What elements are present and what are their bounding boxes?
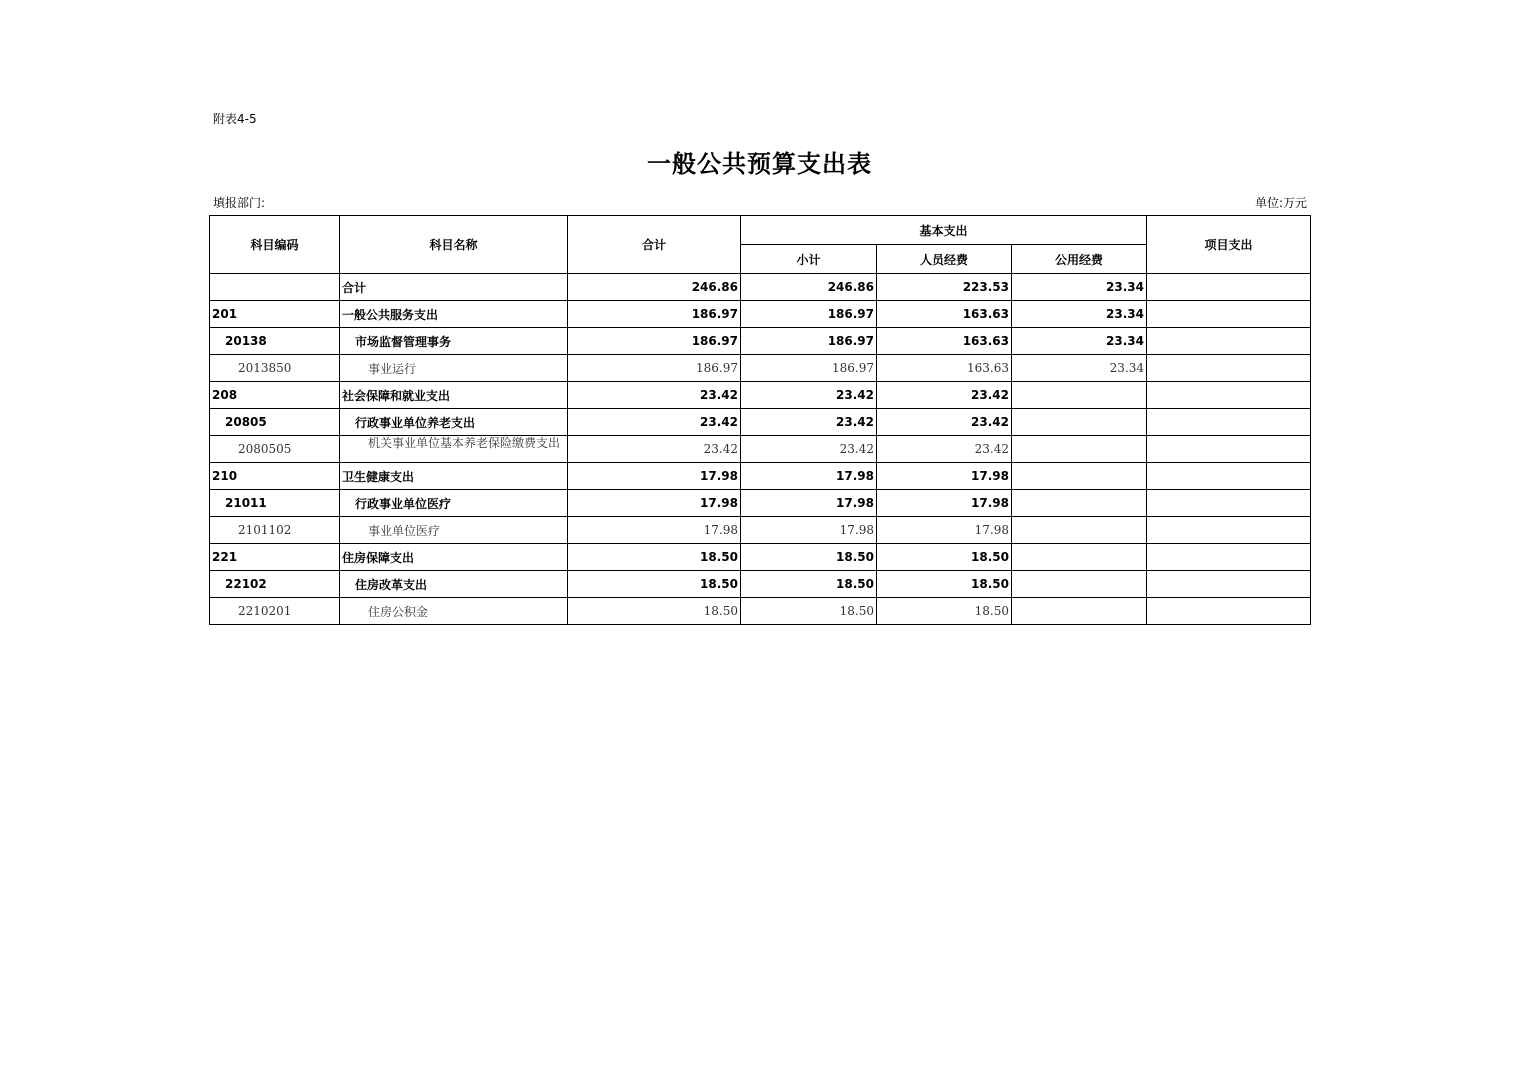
cell-name: 行政事业单位养老支出 <box>340 409 568 436</box>
cell-subtotal: 246.86 <box>741 274 877 301</box>
cell-total: 23.42 <box>568 436 741 463</box>
cell-subtotal: 18.50 <box>741 598 877 625</box>
table-row <box>210 382 1311 409</box>
cell-total: 18.50 <box>568 598 741 625</box>
table-row <box>210 598 1311 625</box>
cell-code: 21011 <box>210 490 340 517</box>
cell-total: 246.86 <box>568 274 741 301</box>
table-row <box>210 544 1311 571</box>
cell-subtotal: 18.50 <box>741 571 877 598</box>
cell-code: 221 <box>210 544 340 571</box>
cell-code: 2013850 <box>210 355 340 382</box>
cell-total: 17.98 <box>568 517 741 544</box>
cell-project <box>1147 517 1311 544</box>
table-row <box>210 409 1311 436</box>
cell-project <box>1147 382 1311 409</box>
table-row <box>210 463 1311 490</box>
cell-public <box>1012 436 1147 463</box>
cell-code: 208 <box>210 382 340 409</box>
table-row <box>210 355 1311 382</box>
cell-total: 23.42 <box>568 409 741 436</box>
cell-public <box>1012 517 1147 544</box>
cell-personnel: 163.63 <box>877 301 1012 328</box>
cell-code: 2101102 <box>210 517 340 544</box>
column-header-personnel: 人员经费 <box>877 245 1012 274</box>
attachment-number: 附表4-5 <box>213 112 257 126</box>
cell-personnel: 163.63 <box>877 328 1012 355</box>
cell-total: 18.50 <box>568 571 741 598</box>
column-header-subtotal: 小计 <box>741 245 877 274</box>
cell-project <box>1147 355 1311 382</box>
cell-name: 市场监督管理事务 <box>340 328 568 355</box>
table-row <box>210 301 1311 328</box>
cell-name: 住房公积金 <box>340 598 568 625</box>
cell-personnel: 18.50 <box>877 598 1012 625</box>
cell-public: 23.34 <box>1012 274 1147 301</box>
cell-name: 机关事业单位基本养老保险缴费支出 <box>340 436 568 463</box>
cell-total: 18.50 <box>568 544 741 571</box>
cell-code: 20805 <box>210 409 340 436</box>
table-row <box>210 571 1311 598</box>
cell-name: 一般公共服务支出 <box>340 301 568 328</box>
cell-subtotal: 23.42 <box>741 382 877 409</box>
cell-personnel: 17.98 <box>877 490 1012 517</box>
cell-code: 2210201 <box>210 598 340 625</box>
cell-project <box>1147 301 1311 328</box>
cell-subtotal: 23.42 <box>741 409 877 436</box>
cell-name: 住房保障支出 <box>340 544 568 571</box>
cell-subtotal: 186.97 <box>741 355 877 382</box>
cell-total: 186.97 <box>568 355 741 382</box>
cell-public <box>1012 490 1147 517</box>
cell-personnel: 17.98 <box>877 463 1012 490</box>
cell-personnel: 18.50 <box>877 544 1012 571</box>
cell-public: 23.34 <box>1012 301 1147 328</box>
cell-name: 事业单位医疗 <box>340 517 568 544</box>
cell-code: 22102 <box>210 571 340 598</box>
cell-personnel: 18.50 <box>877 571 1012 598</box>
cell-subtotal: 186.97 <box>741 328 877 355</box>
cell-project <box>1147 436 1311 463</box>
column-header-total: 合计 <box>568 216 741 274</box>
cell-name: 事业运行 <box>340 355 568 382</box>
unit-label: 单位:万元 <box>1254 196 1307 210</box>
table-row <box>210 328 1311 355</box>
cell-total: 186.97 <box>568 301 741 328</box>
cell-project <box>1147 328 1311 355</box>
cell-public <box>1012 571 1147 598</box>
cell-name: 合计 <box>340 274 568 301</box>
cell-public <box>1012 463 1147 490</box>
cell-total: 23.42 <box>568 382 741 409</box>
cell-subtotal: 17.98 <box>741 517 877 544</box>
cell-project <box>1147 274 1311 301</box>
column-header-public: 公用经费 <box>1012 245 1147 274</box>
cell-total: 186.97 <box>568 328 741 355</box>
cell-project <box>1147 409 1311 436</box>
cell-public: 23.34 <box>1012 355 1147 382</box>
table-row <box>210 436 1311 463</box>
cell-project <box>1147 463 1311 490</box>
table-header-row <box>210 216 1311 245</box>
cell-personnel: 223.53 <box>877 274 1012 301</box>
cell-subtotal: 23.42 <box>741 436 877 463</box>
cell-name: 社会保障和就业支出 <box>340 382 568 409</box>
cell-code: 20138 <box>210 328 340 355</box>
cell-public <box>1012 409 1147 436</box>
cell-total: 17.98 <box>568 490 741 517</box>
cell-code: 210 <box>210 463 340 490</box>
cell-project <box>1147 544 1311 571</box>
cell-total: 17.98 <box>568 463 741 490</box>
cell-subtotal: 17.98 <box>741 463 877 490</box>
department-label: 填报部门: <box>213 196 266 210</box>
cell-public <box>1012 382 1147 409</box>
cell-project <box>1147 490 1311 517</box>
cell-project <box>1147 571 1311 598</box>
cell-subtotal: 186.97 <box>741 301 877 328</box>
cell-subtotal: 17.98 <box>741 490 877 517</box>
cell-code <box>210 274 340 301</box>
column-header-basic-group: 基本支出 <box>741 216 1147 245</box>
cell-personnel: 23.42 <box>877 409 1012 436</box>
column-header-project: 项目支出 <box>1147 216 1311 274</box>
cell-personnel: 23.42 <box>877 382 1012 409</box>
budget-expenditure-table <box>209 215 1311 625</box>
cell-public <box>1012 598 1147 625</box>
cell-code: 2080505 <box>210 436 340 463</box>
table-row <box>210 517 1311 544</box>
cell-public: 23.34 <box>1012 328 1147 355</box>
cell-personnel: 163.63 <box>877 355 1012 382</box>
table-row <box>210 274 1311 301</box>
cell-project <box>1147 598 1311 625</box>
cell-name: 住房改革支出 <box>340 571 568 598</box>
cell-name: 卫生健康支出 <box>340 463 568 490</box>
cell-personnel: 17.98 <box>877 517 1012 544</box>
column-header-name: 科目名称 <box>340 216 568 274</box>
cell-name: 行政事业单位医疗 <box>340 490 568 517</box>
cell-subtotal: 18.50 <box>741 544 877 571</box>
cell-public <box>1012 544 1147 571</box>
cell-code: 201 <box>210 301 340 328</box>
page-title: 一般公共预算支出表 <box>647 149 872 178</box>
table-row <box>210 490 1311 517</box>
column-header-code: 科目编码 <box>210 216 340 274</box>
cell-personnel: 23.42 <box>877 436 1012 463</box>
